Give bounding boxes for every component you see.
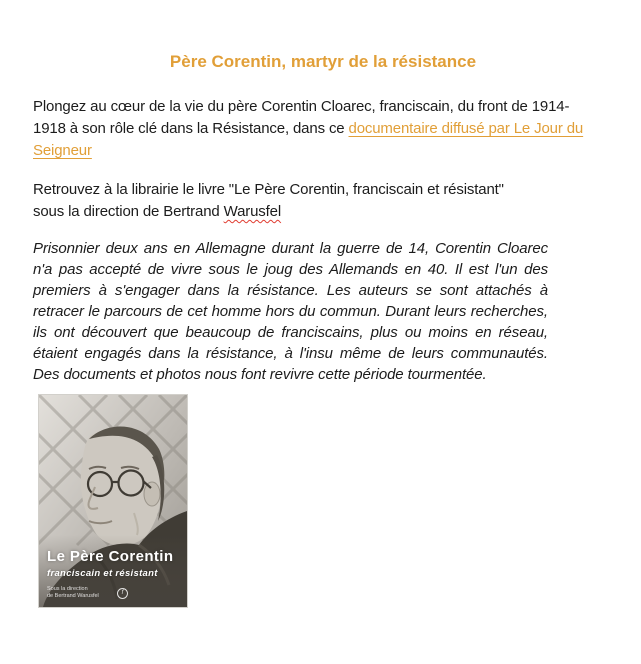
book-cover-credit xyxy=(47,586,182,600)
documentary-link-continuation[interactable]: Seigneur xyxy=(33,142,92,159)
book-cover-credit-line: Sous la direction xyxy=(47,586,88,592)
paragraph-text: sous la direction de Bertrand xyxy=(33,203,224,220)
paragraph-line: Plongez au cœur de la vie du père Corentin Cloarec, franciscain, du front de 1914- xyxy=(33,98,570,115)
publisher-logo-icon: f xyxy=(117,588,128,599)
book-cover-text xyxy=(47,549,182,600)
page-title: Père Corentin, martyr de la résistance xyxy=(169,52,477,71)
book-cover-image xyxy=(38,394,188,608)
intro-paragraph xyxy=(33,96,613,162)
paragraph-line: Retrouvez à la librairie le livre "Le Père Corentin, franciscain et résistant" xyxy=(33,181,504,198)
book-cover-credit-line: de Bertrand Warusfel xyxy=(47,593,99,599)
book-info-paragraph xyxy=(33,179,613,223)
documentary-link[interactable]: documentaire diffusé par Le Jour du xyxy=(348,120,584,137)
paragraph-text: 1918 à son rôle clé dans la Résistance, dans ce xyxy=(33,120,349,137)
summary-paragraph: Prisonnier deux ans en Allemagne durant la guerre de 14, Corentin Cloarec n'a pas accepté de vivre sous le joug des Allemands en 40. Il est l'un des premiers à s'engager dans la résistance. Les auteurs se sont attachés à retracer le parcours de cet homme hors du commun. Durant leurs recherches, ils ont découvert que beaucoup de franciscains, plus ou moins en réseau, étaient engagés dans la résistance, à l'insu même de leurs communautés. Des documents et photos nous font revivre cette période tourmentée. xyxy=(33,240,548,383)
book-cover-subtitle: franciscain et résistant xyxy=(47,568,158,579)
paragraph-line xyxy=(33,118,613,140)
misspelled-word: Warusfel xyxy=(223,203,282,220)
paragraph-line xyxy=(33,201,613,223)
paragraph-line xyxy=(33,140,613,162)
book-cover-title: Le Père Corentin xyxy=(47,548,174,565)
